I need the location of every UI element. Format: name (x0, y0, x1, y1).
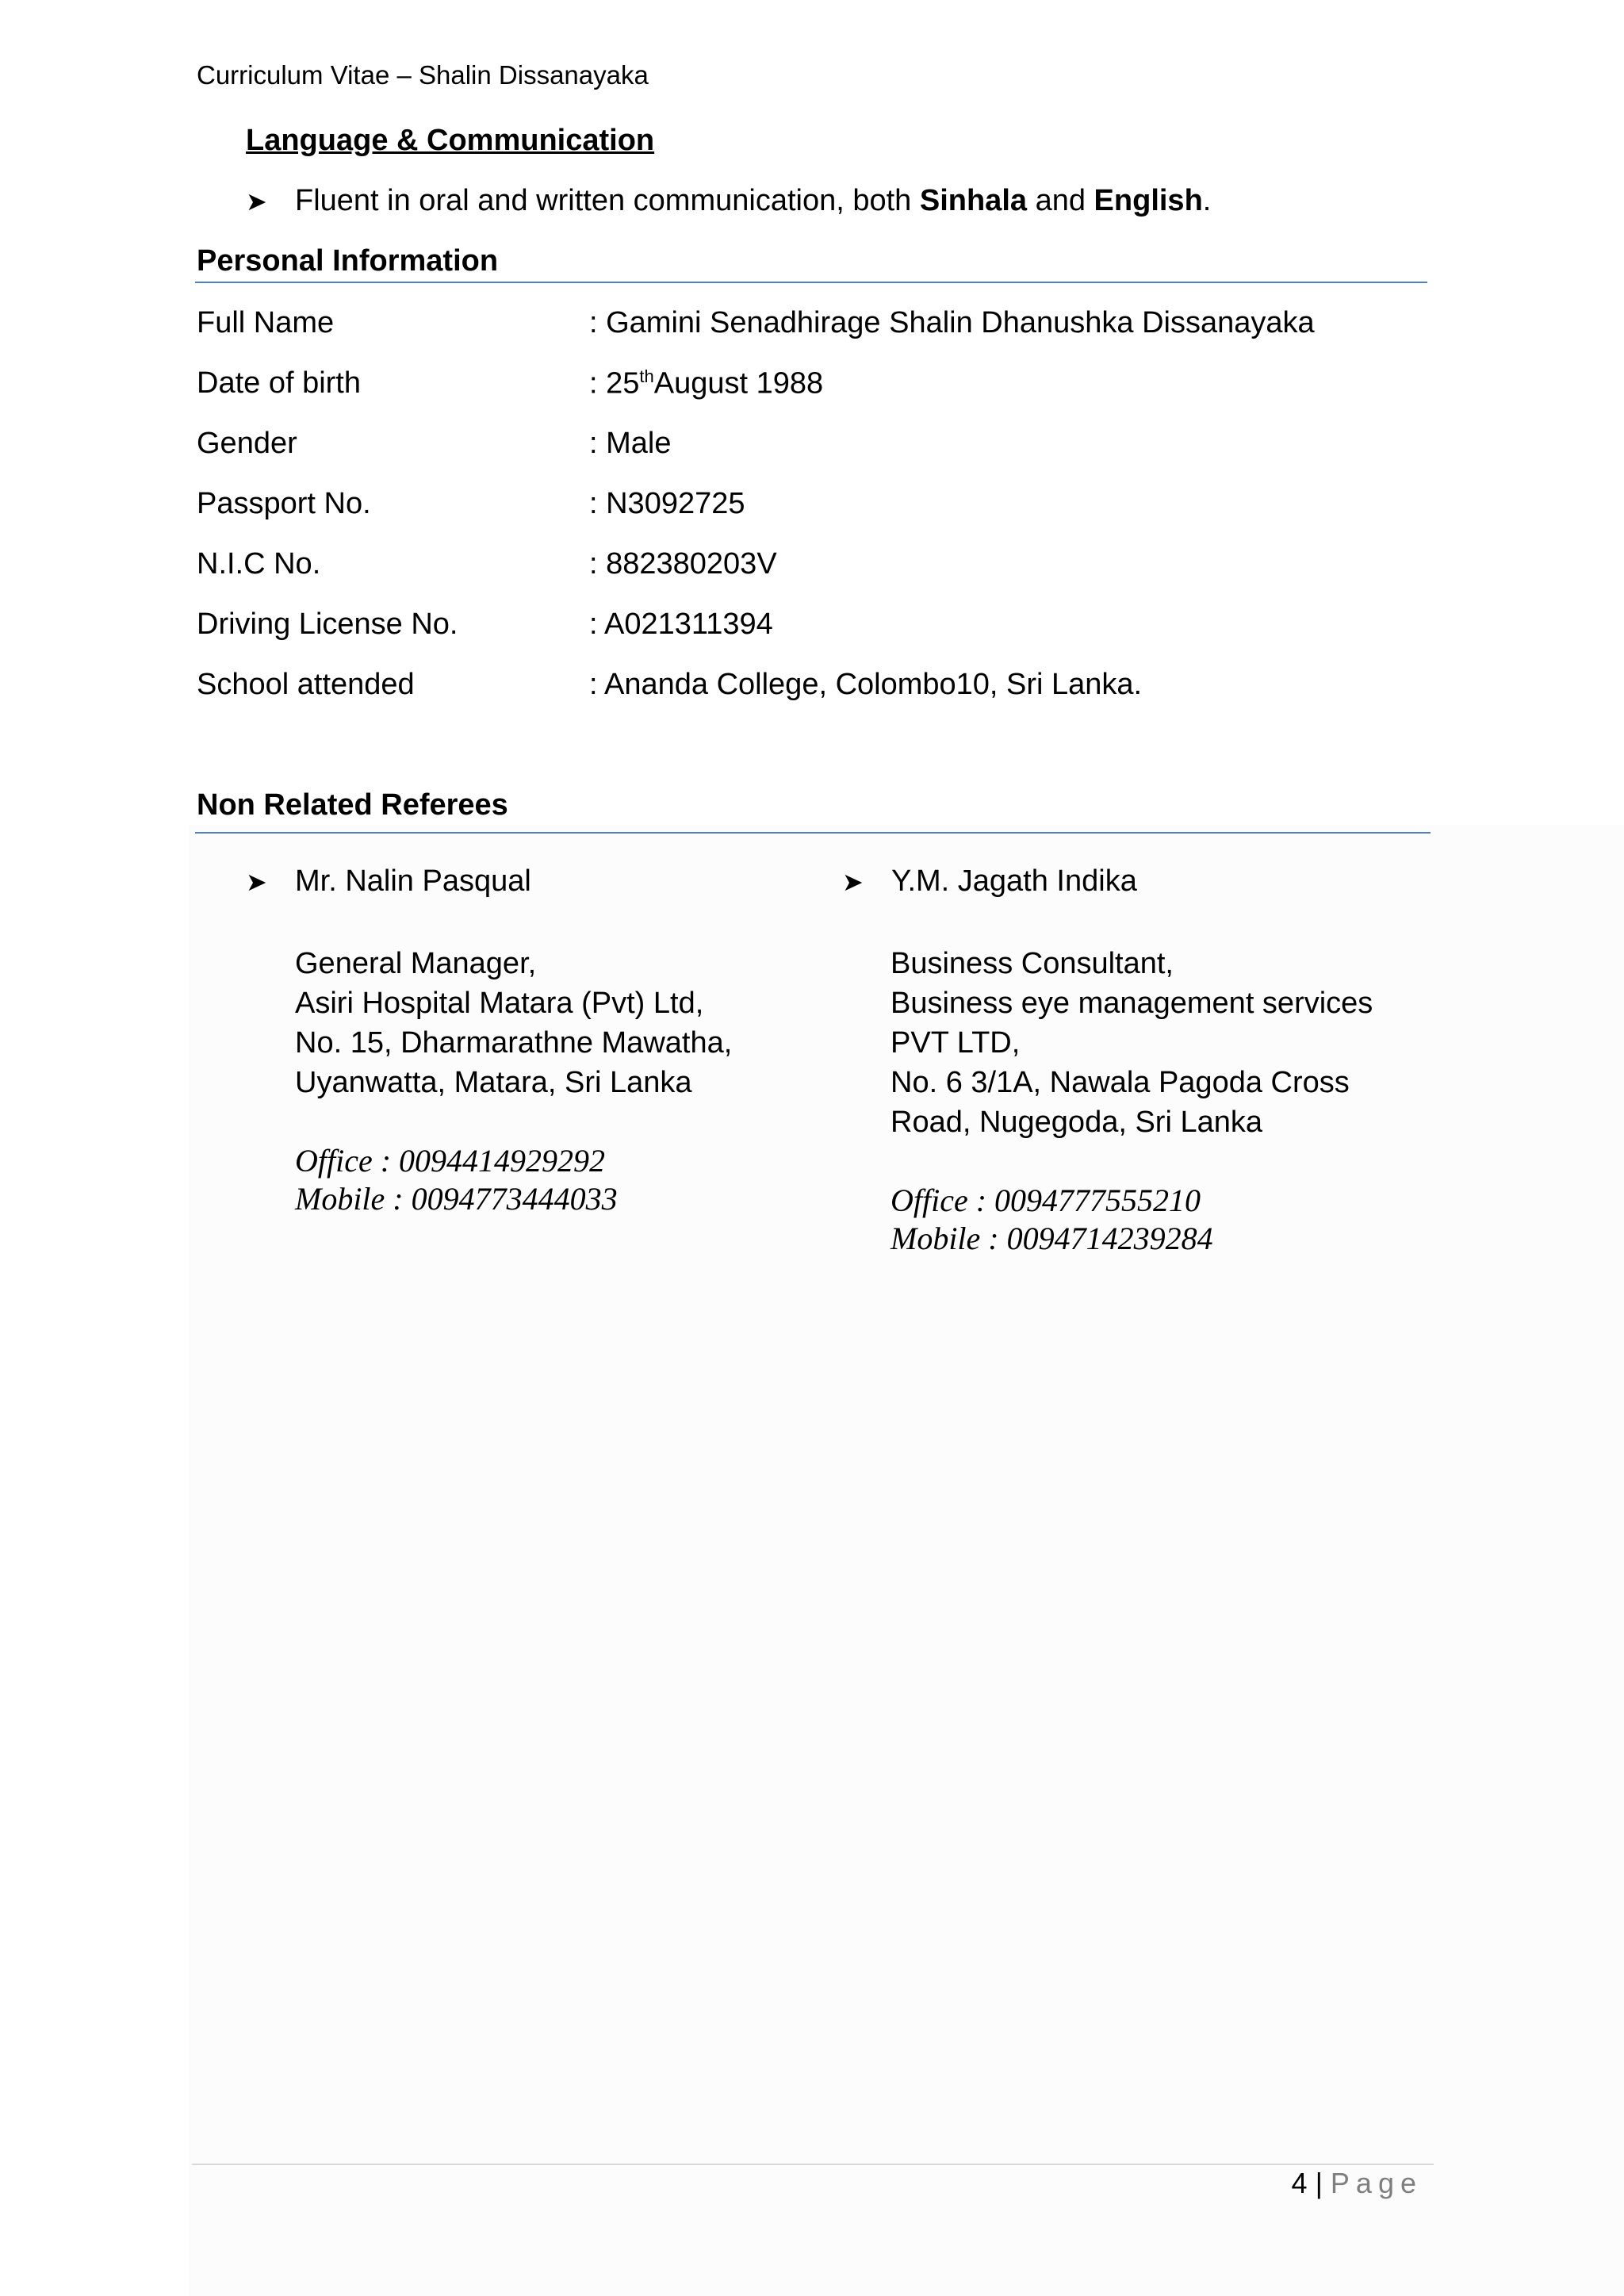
referee-1-contact (295, 1142, 618, 1218)
referee-name-text: Y.M. Jagath Indika (891, 864, 1137, 898)
referee-mobile-phone: Mobile : 0094714239284 (891, 1221, 1213, 1256)
referee-line: PVT LTD, (891, 1026, 1021, 1060)
info-label: Full Name (197, 306, 335, 339)
info-value (589, 366, 823, 401)
referees-rule (195, 832, 1431, 834)
info-row-gender (197, 427, 671, 461)
info-value: : Ananda College, Colombo10, Sri Lanka. (589, 668, 1143, 701)
page-header: Curriculum Vitae – Shalin Dissanayaka (197, 60, 649, 90)
referee-line: No. 15, Dharmarathne Mawatha, (295, 1026, 733, 1060)
referee-office-phone: Office : 0094777555210 (891, 1182, 1201, 1218)
info-row-nic (197, 547, 777, 581)
page-footer (1292, 2167, 1423, 2200)
language-text-prefix: Fluent in oral and written communication, both (295, 184, 920, 217)
referee-office-phone: Office : 0094414929292 (295, 1143, 606, 1179)
language-sinhala: Sinhala (919, 184, 1028, 217)
arrow-bullet-icon: ➤ (246, 187, 267, 216)
personal-info-rule (195, 282, 1427, 283)
dob-day: : 25 (589, 366, 640, 401)
info-value: : 882380203V (589, 547, 777, 581)
referee-line: Business Consultant, (891, 947, 1174, 980)
info-label: School attended (197, 668, 415, 701)
info-label: Date of birth (197, 366, 361, 400)
dob-month-year: August 1988 (653, 366, 824, 401)
info-row-school (197, 668, 1142, 702)
info-label: Driving License No. (197, 608, 458, 641)
page-number: 4 (1291, 2167, 1308, 2199)
language-bullet (246, 184, 1211, 218)
referee-name-text: Mr. Nalin Pasqual (295, 864, 531, 898)
info-value: : Male (589, 427, 672, 460)
arrow-bullet-icon: ➤ (246, 868, 267, 896)
referee-line: General Manager, (295, 947, 537, 980)
info-row-date-of-birth (197, 366, 823, 401)
referee-mobile-phone: Mobile : 0094773444033 (295, 1181, 618, 1217)
referee-line: No. 6 3/1A, Nawala Pagoda Cross (891, 1066, 1350, 1099)
referee-2-contact (891, 1182, 1213, 1258)
language-english: English (1094, 184, 1203, 217)
info-value: : Gamini Senadhirage Shalin Dhanushka Dissanayaka (589, 306, 1315, 339)
referee-1-details (295, 944, 732, 1102)
page-separator: | (1307, 2167, 1331, 2199)
referee-line: Asiri Hospital Matara (Pvt) Ltd, (295, 987, 704, 1020)
info-row-driving-license (197, 608, 773, 642)
referee-line: Road, Nugegoda, Sri Lanka (891, 1106, 1262, 1139)
arrow-bullet-icon: ➤ (842, 868, 864, 896)
dob-suffix: th (639, 366, 654, 386)
info-row-passport (197, 487, 745, 521)
personal-info-heading: Personal Information (197, 244, 499, 278)
referees-heading: Non Related Referees (197, 788, 508, 822)
language-heading: Language & Communication (246, 124, 655, 157)
language-text-middle: and (1027, 184, 1094, 217)
info-value: : A021311394 (589, 608, 773, 641)
referee-1-name (246, 864, 531, 899)
page-label: Page (1330, 2167, 1423, 2199)
info-label: Passport No. (197, 487, 371, 520)
info-value: : N3092725 (589, 487, 745, 520)
info-row-full-name (197, 306, 1315, 340)
language-text (295, 184, 1211, 218)
referee-2-name (842, 864, 1137, 899)
info-label: N.I.C No. (197, 547, 321, 581)
language-text-suffix: . (1202, 184, 1212, 217)
info-label: Gender (197, 427, 297, 460)
footer-rule (192, 2164, 1434, 2165)
referee-line: Uyanwatta, Matara, Sri Lanka (295, 1066, 692, 1099)
referee-2-details (891, 944, 1373, 1142)
referee-line: Business eye management services (891, 987, 1373, 1020)
